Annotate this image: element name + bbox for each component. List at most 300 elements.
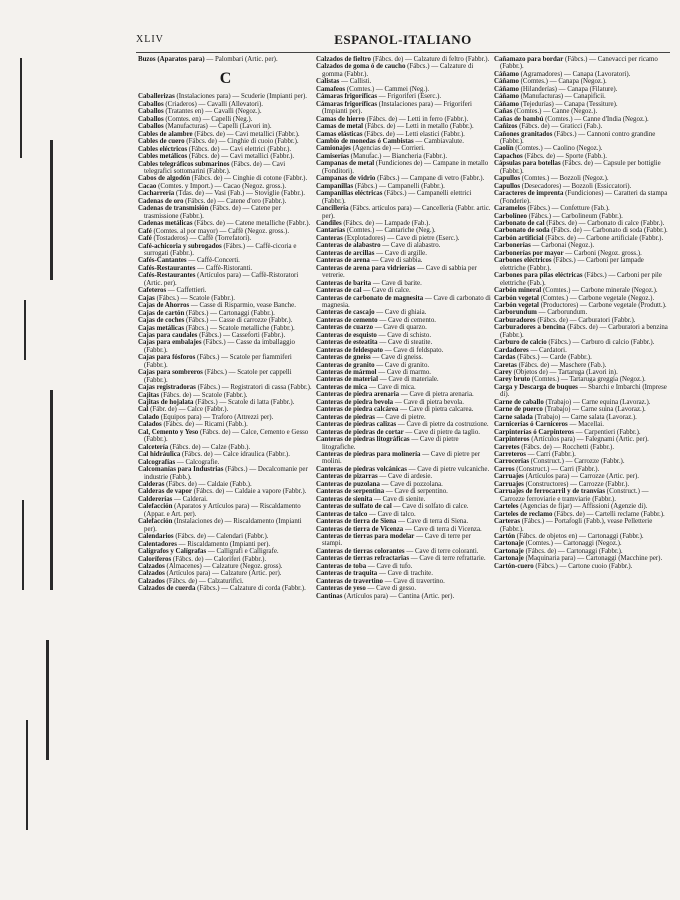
entry-headword: Carpinterías ó Carpinteros [494, 428, 574, 436]
dictionary-entry [494, 481, 669, 488]
dictionary-entry [494, 511, 669, 518]
entry-headword: Caolín [494, 145, 514, 153]
entry-translation: — Cave di ghiaia. [374, 309, 427, 317]
entry-translation: — Carboni (Negoz. gross.). [563, 249, 642, 257]
entry-translation: — Cave di terre per stampi. [322, 533, 471, 548]
dictionary-entry [316, 473, 491, 480]
page-title: ESPANOL-ITALIANO [334, 32, 472, 47]
dictionary-entry [138, 287, 313, 294]
dictionary-entry [316, 190, 491, 205]
entry-headword: Carbones eléctricos [494, 257, 552, 265]
entry-headword: Carruajes de ferrocarril y de tranvías [494, 488, 606, 496]
entry-translation: (Fábcs.) — Casse di carrozze (Fabbr.). [184, 317, 293, 325]
entry-translation: (Fábcs.) — Carbolineum (Fabbr.). [526, 212, 623, 220]
entry-headword: Carbón artificial [494, 234, 544, 242]
dictionary-entry [138, 146, 313, 153]
dictionary-entry [138, 108, 313, 115]
entry-translation: — Cave di sabbia. [369, 257, 423, 265]
entry-translation: (Desecadores) — Bozzoli (Essiccatori). [520, 182, 632, 190]
entry-headword: Carruajes [494, 473, 524, 481]
entry-translation: (Tratantes en) — Cavalli (Negoz.). [163, 108, 262, 116]
entry-headword: Canteras de talco [316, 510, 368, 518]
entry-headword: Candiles [316, 219, 342, 227]
entry-headword: Carbonato de soda [494, 227, 550, 235]
entry-headword: Cajas para embalajes [138, 339, 202, 347]
entry-headword: Cajas registradoras [138, 384, 196, 392]
dictionary-entry [138, 570, 313, 577]
entry-translation: (Tdas. de) — Vasi (Fab.) — Stoviglie (Fabbr.). [174, 190, 306, 198]
entry-headword: Carpinteros [494, 436, 530, 444]
entry-translation: (Comtes.) — Cartonaggi (Negoz.). [523, 540, 622, 548]
dictionary-entry [316, 78, 491, 85]
entry-translation: (Instalaciones de) — Riscaldamento (Impianti per). [144, 518, 302, 533]
dictionary-entry [494, 78, 669, 85]
dictionary-entry [494, 421, 669, 428]
entry-translation: — Cave di pietre da costruzione. [396, 421, 489, 429]
dictionary-entry [138, 310, 313, 317]
entry-headword: Caballos [138, 123, 164, 131]
entry-headword: Carbones para pilas eléctricas [494, 272, 583, 280]
entry-translation: — Caffè-Ristoranti. [195, 264, 253, 272]
scan-mark [20, 58, 22, 158]
entry-headword: Canteras de tierras colorantes [316, 547, 405, 555]
entry-translation: (Agencias de fijar) — Affissioni (Agenzie di). [518, 503, 648, 511]
dictionary-entry [494, 309, 669, 316]
entry-translation: (Agramadores) — Canapa (Lavoratori). [518, 70, 631, 78]
dictionary-entry [138, 578, 313, 585]
entry-headword: Canteras de tierras refractarias [316, 555, 410, 563]
dictionary-entry [316, 399, 491, 406]
entry-headword: Cartonaje [494, 555, 524, 563]
dictionary-entry [138, 138, 313, 145]
scan-mark [24, 300, 26, 360]
dictionary-entry [138, 131, 313, 138]
entry-translation: — Riscaldamento (Impianti per). [176, 540, 271, 548]
entry-translation: — Cave di calce. [361, 287, 411, 295]
entry-headword: Calistas [316, 78, 340, 86]
entry-headword: Carburo de calcio [494, 339, 547, 347]
dictionary-entry [316, 220, 491, 227]
entry-translation: (Fábcs.) — Campanelli elettrici (Fabbr.). [322, 190, 472, 205]
dictionary-entry [138, 317, 313, 324]
dictionary-entry [316, 175, 491, 182]
entry-headword: Canteras de piedras litográficas [316, 436, 410, 444]
dictionary-entry [316, 63, 491, 78]
entry-headword: Cal, Cemento y Yeso [138, 428, 199, 436]
dictionary-entry [494, 376, 669, 383]
entry-translation: — Cave di sienite. [372, 495, 426, 503]
dictionary-entry [138, 421, 313, 428]
entry-headword: Cal [138, 406, 149, 414]
entry-headword: Caracteres de imprenta [494, 190, 564, 198]
dictionary-entry [316, 496, 491, 503]
entry-headword: Calderas de vapor [138, 488, 192, 496]
column-2 [316, 56, 491, 600]
entry-translation: — Cave di solfato di calce. [391, 503, 469, 511]
entry-headword: Canteras de tierra de Vicenza [316, 525, 404, 533]
entry-translation: (Fábcs. de) — Letti in ferro (Fabbr.). [364, 115, 469, 123]
entry-translation: (Fábcs.) — Calzature di corda (Fabbr.). [195, 585, 306, 593]
entry-translation: — Cave di mica. [367, 383, 416, 391]
entry-headword: Cacao [138, 182, 157, 190]
dictionary-entry [138, 406, 313, 413]
entry-headword: Camafeos [316, 85, 346, 93]
dictionary-entry [138, 235, 313, 242]
dictionary-entry [494, 242, 669, 249]
entry-headword: Canteras de cemento [316, 316, 378, 324]
entry-headword: Carbolíneo [494, 212, 527, 220]
entry-translation: — Calcografie. [175, 458, 220, 466]
dictionary-entry [316, 93, 491, 100]
entry-headword: Calzados de fieltro [316, 56, 371, 63]
scan-mark [26, 720, 28, 830]
entry-translation: — Cave di pietre da taglio. [403, 428, 481, 436]
entry-translation: (Fábcs. de) — Capsule per bottiglie (Fabbr.). [500, 160, 661, 175]
entry-headword: Campanas de vidrio [316, 175, 376, 183]
column-3 [494, 56, 669, 570]
entry-translation: (Fábcs.) — Cartonaggi (Fabbr.). [184, 309, 275, 317]
dictionary-entry [316, 421, 491, 428]
entry-translation: (Comtes.) — Canne d'India (Negoz.). [543, 115, 649, 123]
dictionary-entry [494, 257, 669, 272]
dictionary-entry [316, 593, 491, 600]
entry-headword: Carbonerías por mayor [494, 249, 564, 257]
dictionary-entry [138, 228, 313, 235]
dictionary-entry [494, 451, 669, 458]
entry-translation: — Cave di trachite. [377, 570, 433, 578]
dictionary-entry [494, 466, 669, 473]
entry-headword: Buzos (Aparatos para) [138, 56, 205, 63]
entry-translation: (Comtes.) — Bozzoli (Negoz.). [520, 175, 609, 183]
entry-translation: (Fábcs. de) — Catene d'oro (Fabbr.). [183, 197, 287, 205]
dictionary-entry [138, 183, 313, 190]
dictionary-entry [494, 436, 669, 443]
entry-headword: Canteras de yeso [316, 585, 366, 593]
entry-translation: (Comtes.) — Carbone vegetale (Negoz.). [538, 294, 655, 302]
entry-headword: Calzados [138, 570, 165, 578]
entry-headword: Caretas [494, 361, 517, 369]
entry-headword: Cardas [494, 354, 516, 362]
dictionary-entry [138, 496, 313, 503]
entry-translation: (Comtes.) — Canapa (Negoz.). [518, 78, 607, 86]
dictionary-entry [316, 570, 491, 577]
entry-translation: (Fábcs.) — Carboni per lampade elettriche (Fabbr.). [500, 257, 644, 272]
entry-headword: Carbón mineral [494, 287, 542, 295]
entry-translation: (Artículos para) — Calzature (Artic. per). [164, 570, 282, 578]
dictionary-entry [494, 406, 669, 413]
entry-headword: Canteras de mica [316, 383, 368, 391]
entry-translation: (Fábcs.) — Canevacci per ricamo (Fabbr.). [500, 56, 658, 71]
entry-translation: (Fábcs.) — Campane di vetro (Fabbr.). [375, 175, 485, 183]
entry-translation: (Fábcs.) — Scatole (Fabbr.). [154, 294, 236, 302]
entry-headword: Carburadores [494, 316, 536, 324]
entry-headword: Cartonaje [494, 547, 524, 555]
dictionary-entry [494, 175, 669, 182]
entry-headword: Canteras de piedras para molinería [316, 451, 421, 459]
entry-headword: Carne de caballo [494, 398, 544, 406]
entry-headword: Calentadores [138, 540, 177, 548]
entry-translation: (Fábcs. de) — Cinghie di cuoio (Fabbr.). [184, 138, 299, 146]
entry-headword: Cáñamo [494, 78, 519, 86]
entry-headword: Camas de metal [316, 123, 364, 131]
dictionary-entry [316, 466, 491, 473]
entry-translation: (Fábcs. de) — Calzature di feltro (Fabbr.). [371, 56, 490, 63]
entry-translation: (Comtes. en) — Capelli (Neg.). [163, 115, 253, 123]
entry-headword: Canteras de travertino [316, 577, 383, 585]
entry-translation: — Cave di schisto. [376, 331, 432, 339]
dictionary-entry [316, 578, 491, 585]
dictionary-entry [138, 101, 313, 108]
entry-headword: Cardadores [494, 346, 529, 354]
dictionary-entry [494, 414, 669, 421]
entry-translation: — Cave di tufo. [366, 562, 413, 570]
dictionary-entry [494, 302, 669, 309]
dictionary-entry [138, 459, 313, 466]
entry-headword: Canteras de granito [316, 361, 375, 369]
entry-headword: Cajas para caudales [138, 331, 198, 339]
dictionary-entry [494, 250, 669, 257]
entry-headword: Calendarios [138, 533, 174, 541]
entry-headword: Canteras de barita [316, 279, 372, 287]
entry-translation: (Instalaciones para) — Scuderie (Impianti per). [174, 93, 307, 101]
entry-headword: Canteras de cuarzo [316, 324, 374, 332]
entry-headword: Cañones granitados [494, 130, 553, 138]
entry-headword: Carburadores a bencina [494, 324, 566, 332]
entry-headword: Canteras de alabastro [316, 242, 381, 250]
entry-headword: Cadenas de transmisión [138, 205, 209, 213]
entry-translation: — Casse di Risparmio, vease Banche. [189, 302, 296, 310]
dictionary-entry [316, 123, 491, 130]
entry-translation: — Cave di pietre vulcaniche. [406, 465, 490, 473]
entry-headword: Canteras de serpentina [316, 488, 385, 496]
entry-translation: — Cave di pietre litografiche. [322, 436, 459, 451]
entry-headword: Caballos [138, 108, 164, 116]
entry-translation: (Fábcs. de) — Scatole (Fabbr.). [159, 391, 248, 399]
entry-translation: — Cambiavalute. [413, 137, 464, 145]
entry-headword: Canteras de esquisto [316, 331, 377, 339]
dictionary-entry [316, 391, 491, 398]
entry-translation: (Fábcs.) — Portafogli (Fabb.), vease Pelletterie (Fabbr.). [500, 518, 653, 533]
entry-translation: (Fábcs. de) — Caloriferi (Fabbr.). [171, 555, 267, 563]
entry-headword: Carreteros [494, 451, 526, 459]
entry-translation: (Productores) — Carbone vegetale (Produtt.). [538, 301, 667, 309]
dictionary-entry [316, 138, 491, 145]
dictionary-entry [138, 56, 313, 63]
dictionary-entry [494, 458, 669, 465]
entry-headword: Cáñamo [494, 85, 519, 93]
entry-headword: Cafés-Restaurantes [138, 272, 196, 280]
entry-headword: Cables telegráficos submarinos [138, 160, 230, 168]
entry-translation: — Cave di argille. [374, 249, 427, 257]
entry-translation: (Trabajo) — Carne suina (Lavoraz.). [542, 406, 646, 414]
entry-translation: (Fábrs.) — Caffè-cicoria e surrogati (Fabbr.). [144, 242, 297, 257]
dictionary-entry [138, 414, 313, 421]
entry-translation: — Cave di quarzo. [373, 324, 427, 332]
entry-headword: Cancillería [316, 205, 349, 213]
entry-translation: (Trabajo) — Carne equina (Lavoraz.). [543, 398, 651, 406]
entry-translation: (Maquinaria para) — Cartonaggi (Macchine per). [523, 555, 663, 563]
dictionary-entry [138, 302, 313, 309]
dictionary-entry [138, 198, 313, 205]
dictionary-entry [138, 295, 313, 302]
dictionary-entry [316, 436, 491, 451]
dictionary-entry [138, 205, 313, 220]
dictionary-entry [316, 116, 491, 123]
entry-headword: Cables metálicos [138, 153, 188, 161]
entry-headword: Cajas de coches [138, 317, 185, 325]
dictionary-entry [138, 503, 313, 518]
entry-translation: (Fábcs. de) — Maschere (Fab.). [516, 361, 607, 369]
entry-headword: Carne de puerco [494, 406, 543, 414]
dictionary-entry [138, 369, 313, 384]
dictionary-entry [494, 235, 669, 242]
entry-headword: Camas elásticas [316, 130, 363, 138]
dictionary-entry [138, 585, 313, 592]
entry-translation: (Fábcs. de) — Carburatori a benzina (Fabbr.). [500, 324, 668, 339]
entry-headword: Cafés-Restaurantes [138, 264, 196, 272]
entry-translation: (Comtes.) — Cantariche (Neg.). [345, 227, 436, 235]
entry-translation: (Hilanderías) — Canapa (Filature). [518, 85, 618, 93]
dictionary-entry [494, 272, 669, 287]
dictionary-entry [138, 220, 313, 227]
entry-headword: Calzados de cuerda [138, 585, 196, 593]
dictionary-entry [316, 242, 491, 249]
entry-translation: (Fábcs. de) — Graticci (Fab.). [517, 123, 603, 131]
dictionary-entry [316, 376, 491, 383]
entry-translation: (Fábcs. de) — Carbonato di soda (Fabbr.). [549, 227, 668, 235]
entry-translation: (Fábcs. artículos para) — Cancelleria (Fabbr. artic. per). [322, 205, 491, 220]
entry-headword: Cadenas de oro [138, 197, 184, 205]
dictionary-entry [494, 93, 669, 100]
dictionary-entry [494, 518, 669, 533]
entry-translation: — Cave di pozzolana. [379, 480, 443, 488]
entry-translation: (Equipos para) — Traforo (Attrezzi per). [159, 413, 274, 421]
dictionary-entry [316, 362, 491, 369]
dictionary-entry [316, 257, 491, 264]
entry-translation: (Fábcs. de) — Cavi metallici (Fabbr.). [192, 130, 300, 138]
entry-translation: — Cave di terre refrattarie. [409, 555, 486, 563]
dictionary-entry [494, 354, 669, 361]
entry-headword: Canteras de sienita [316, 495, 373, 503]
dictionary-entry [138, 563, 313, 570]
entry-translation: — Frigoriferi (Eserc.). [377, 93, 442, 101]
entry-translation: (Fundiciones) — Caratteri da stampa (Fonderie). [500, 190, 668, 205]
entry-headword: Calzados [138, 563, 165, 570]
entry-translation: (Constructores) — Carrozze (Fabbr.). [523, 480, 630, 488]
entry-headword: Calados [138, 421, 162, 429]
entry-translation: (Fábr. de) — Calce (Fabbr.). [148, 406, 229, 414]
entry-translation: — Cave di travertino. [382, 577, 445, 585]
entry-headword: Cajitas [138, 391, 160, 399]
entry-headword: Caballerizas [138, 93, 175, 101]
entry-translation: (Fábcs. de) — Letti elastici (Fabbr.). [362, 130, 465, 138]
entry-translation: (Fábcs. de) — Carbonato di calce (Fabbr.). [544, 219, 665, 227]
dictionary-entry [138, 451, 313, 458]
entry-translation: — Cave di sabbia per vetrerie. [322, 264, 477, 280]
entry-translation: (Fábcs.) — Carburo di calcio (Fabbr.). [546, 339, 655, 347]
entry-headword: Cabos de algodón [138, 175, 191, 183]
dictionary-entry [494, 116, 669, 123]
dictionary-entry [494, 220, 669, 227]
dictionary-entry [138, 444, 313, 451]
dictionary-entry [316, 183, 491, 190]
dictionary-entry [138, 93, 313, 100]
dictionary-entry [316, 160, 491, 175]
dictionary-entry [494, 86, 669, 93]
entry-headword: Canteras de pizarras [316, 473, 378, 481]
entry-translation: — Carborundum. [536, 309, 588, 317]
scan-mark [50, 140, 53, 280]
dictionary-entry [316, 56, 491, 63]
dictionary-entry [494, 339, 669, 346]
entry-headword: Cañamazo para bordar [494, 56, 564, 63]
entry-headword: Cajas [138, 294, 155, 302]
dictionary-entry [316, 317, 491, 324]
entry-translation: (Fábcs. de) — Catene per trasmissione (Fabbr.). [144, 205, 281, 220]
dictionary-entry [138, 392, 313, 399]
entry-headword: Caballos [138, 100, 164, 108]
entry-translation: — Cave di granito. [374, 361, 430, 369]
entry-translation: (Fábcs. de) — Calce, Cemento e Gesso (Fabbr.). [144, 428, 309, 444]
entry-headword: Canteras de cal [316, 287, 362, 295]
entry-translation: — Cave di gesso. [365, 585, 417, 593]
entry-headword: Canteras de piedras de cortar [316, 428, 404, 436]
dictionary-entry [316, 563, 491, 570]
entry-headword: Cables de alambre [138, 130, 193, 138]
dictionary-entry [138, 354, 313, 369]
dictionary-entry [494, 131, 669, 146]
entry-headword: Cambio de monedas ó Cambistas [316, 137, 414, 145]
dictionary-entry [316, 526, 491, 533]
entry-translation: — Carbonai (Negoz.). [530, 242, 595, 250]
entry-translation: (Fábcs. de) — Cartelli reclame (Fabbr.). [552, 510, 665, 518]
entry-headword: Canteras de arcillas [316, 249, 375, 257]
entry-translation: (Fábcs.) — Scatole per cappelli (Fabbr.). [144, 369, 292, 384]
entry-translation: (Fábcs.) — Calzature di gomma (Fabbr.). [322, 63, 474, 78]
entry-headword: Cajas de Ahorros [138, 302, 190, 310]
entry-headword: Cajas de cartón [138, 309, 185, 317]
entry-translation: (Fábcs.) — Carde (Fabbr.). [515, 354, 592, 362]
entry-translation: (Manufacturas) — Capelli (Lavori in). [163, 123, 272, 131]
entry-headword: Canteras de arena [316, 257, 370, 265]
entry-translation: — Cave di talco. [367, 510, 416, 518]
entry-translation: (Fábcs. de) — Cinghie di cotone (Fabbr.). [190, 175, 308, 183]
dictionary-entry [138, 533, 313, 540]
header-rule [136, 52, 670, 53]
dictionary-entry [316, 339, 491, 346]
dictionary-entry [316, 265, 491, 280]
dictionary-entry [494, 444, 669, 451]
entry-headword: Cacharrería [138, 190, 175, 198]
dictionary-entry [494, 324, 669, 339]
entry-translation: — Cave di carbonato di magnesia. [322, 294, 491, 309]
entry-headword: Carros [494, 465, 515, 473]
dictionary-entry [138, 429, 313, 444]
entry-headword: Cañas de bambú [494, 115, 544, 123]
dictionary-entry [494, 160, 669, 175]
dictionary-entry [316, 153, 491, 160]
dictionary-entry [494, 317, 669, 324]
dictionary-entry [316, 250, 491, 257]
dictionary-entry [316, 145, 491, 152]
entry-headword: Café-achicoria y subrogados [138, 242, 222, 250]
entry-headword: Campanillas [316, 182, 354, 190]
entry-headword: Cápsulas para botellas [494, 160, 561, 168]
dictionary-entry [316, 511, 491, 518]
entry-translation: — Caffettieri. [166, 287, 207, 295]
dictionary-entry [138, 116, 313, 123]
entry-headword: Carnicerías ó Carniceros [494, 421, 568, 429]
